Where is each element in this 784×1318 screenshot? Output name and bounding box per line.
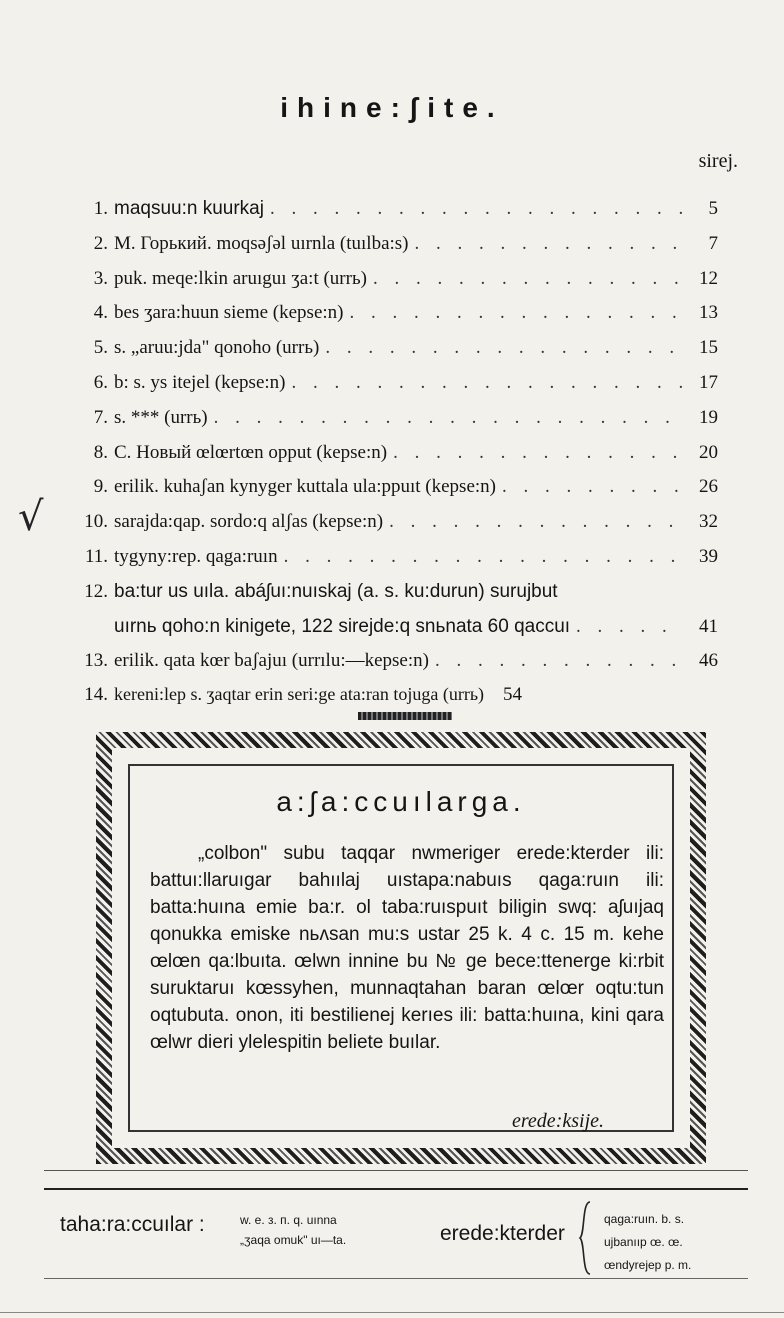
toc-number: 11.	[84, 545, 108, 567]
footer-rule-thin	[44, 1170, 748, 1171]
footer-publisher-info	[240, 1210, 346, 1250]
toc-leader-dots	[415, 233, 683, 255]
toc-leader-dots	[389, 511, 682, 533]
toc-title: puk. meqe:lkin aruıguı ʒa:t (urrь)	[114, 267, 367, 289]
toc-entry	[60, 198, 718, 233]
toc-page-number: 13	[699, 302, 718, 324]
toc-leader-dots	[350, 302, 683, 324]
toc-entry	[60, 337, 718, 372]
toc-number: 1.	[93, 198, 108, 219]
ornamental-separator	[358, 712, 452, 720]
toc-leader-dots	[325, 337, 682, 359]
notice-frame	[96, 732, 706, 1164]
toc-page-number: 46	[699, 649, 718, 671]
toc-entry	[60, 268, 718, 303]
toc-leader-dots	[284, 546, 682, 568]
toc-leader-dots	[393, 442, 682, 464]
footer-editors-list	[604, 1208, 691, 1277]
footer-rule-bottom	[44, 1278, 748, 1279]
toc-entry	[60, 302, 718, 337]
toc-entry	[60, 511, 718, 546]
footer-editor-name: œndyrejep p. m.	[604, 1258, 692, 1272]
toc-number: 8.	[93, 441, 108, 463]
toc-leader-dots	[435, 650, 682, 672]
footer-editors-label: erede:kterder	[440, 1222, 565, 1245]
toc-page-number: 19	[699, 406, 718, 428]
page-edge-rule	[0, 1312, 784, 1313]
toc-title: ba:tur us uıla. abáʃuı:nuıskaj (a. s. ku:durun) surujbut	[114, 580, 558, 602]
toc-page-number: 15	[699, 337, 718, 359]
notice-body: „colbon" subu taqqar nwmeriger erede:kterder ili: battuı:llaruıgar bahıılaj uıstapa:nabuıs qaga:ruın ili: batta:huına emie ba:r. ol taba:ruıspuıt biligin swq: aʃuıjaq qonukka emiske nьʌsan mu:s ustar 25 k. 4 c. 15 m. kehe œlœn qa:lbuıta. œlwn innine bu № ge bece:ttenerge ki:rbit suruktaruı kœssyhen, munnaqtahan baran œlœr oqtu:tun oqtubuta. onon, iti bestilienej kerıes ili: batta:huına, kini qara œlwr dieri ylelespitin beliete buılar.	[150, 843, 664, 1053]
footer-editor-name: qaga:ruın. b. s.	[604, 1212, 685, 1226]
toc-number: 3.	[93, 267, 108, 289]
toc-page-number: 41	[699, 615, 718, 637]
page-column-header: sirej.	[698, 150, 738, 172]
toc-page-number: 20	[699, 441, 718, 463]
footer-publisher-line: „ʒaqa omuk" uı—ta.	[240, 1233, 347, 1247]
toc-title: maqsuu:n kuurkaj	[114, 198, 264, 219]
toc-entry	[60, 233, 718, 268]
toc-entry	[60, 476, 718, 511]
toc-leader-dots	[292, 372, 683, 394]
toc-title: s. „aruu:jda" qonoho (urrь)	[114, 337, 320, 359]
toc-entry	[60, 581, 718, 616]
toc-title: s. *** (urrь)	[114, 406, 208, 428]
toc-title: bes ʒara:huun sieme (kepse:n)	[114, 302, 344, 324]
toc-page-number: 12	[699, 267, 718, 289]
toc-title: M. Горький. moqsəʃəl uırnla (tuılba:s)	[114, 232, 409, 254]
toc-entry-continuation	[60, 616, 718, 650]
toc-page-number: 17	[699, 371, 718, 393]
toc-title: erilik. kuhaʃan kynyger kuttala ula:ppuıt (kepse:n)	[114, 476, 496, 498]
toc-number: 10.	[84, 511, 108, 533]
toc-leader-dots	[373, 268, 682, 290]
toc-number: 4.	[93, 302, 108, 324]
toc-number: 5.	[93, 337, 108, 359]
toc-title: tygyny:rep. qaga:ruın	[114, 545, 278, 567]
toc-title: sarajda:qap. sordo:q alʃas (kepse:n)	[114, 511, 384, 533]
toc-entry	[60, 546, 718, 581]
handwritten-checkmark: √	[18, 494, 44, 540]
toc-title: kereni:lep s. ʒaqtar erin seri:ge ata:ran tojuga (urrь)	[114, 684, 485, 705]
toc-title-continued: uırnь qoho:n kinigete, 122 sirejde:q snьnata 60 qaccuı	[114, 615, 571, 637]
toc-number: 13.	[84, 649, 108, 671]
toc-number: 12.	[84, 580, 108, 602]
toc-leader-dots	[576, 616, 682, 638]
footer-editor-name: ujbanııр œ. œ.	[604, 1235, 683, 1249]
toc-entry	[60, 407, 718, 442]
toc-title: C. Новый œlœrtœn opput (kepse:n)	[114, 441, 388, 463]
toc-entry	[60, 372, 718, 407]
toc-number: 9.	[93, 476, 108, 498]
toc-page-number: 7	[708, 232, 718, 254]
toc-page-number: 39	[699, 545, 718, 567]
toc-leader-dots	[502, 476, 682, 498]
toc-page-number: 32	[699, 511, 718, 533]
notice-signature: erede:ksije.	[512, 1110, 604, 1132]
table-of-contents	[60, 198, 718, 719]
toc-page-number: 26	[699, 476, 718, 498]
toc-entry	[60, 442, 718, 477]
footer-publisher-label: taha:ra:ccuılar :	[60, 1213, 205, 1236]
footer-rule-thick	[44, 1188, 748, 1190]
notice-title: a:ʃa:ccuılarga.	[276, 786, 526, 817]
toc-number: 2.	[93, 232, 108, 254]
toc-page-number: 54	[503, 684, 523, 706]
toc-leader-dots	[270, 198, 682, 220]
toc-number: 14.	[84, 684, 108, 706]
curly-brace-icon	[578, 1200, 592, 1276]
toc-entry	[60, 650, 718, 685]
toc-leader-dots	[214, 407, 682, 429]
toc-title: erilik. qata kœr baʃajuı (urrılu:—kepse:n)	[114, 649, 429, 671]
toc-title: b: s. ys itejel (kepse:n)	[114, 371, 286, 393]
toc-number: 7.	[93, 406, 108, 428]
toc-page-number: 5	[708, 198, 718, 219]
toc-number: 6.	[93, 371, 108, 393]
footer-publisher-line: w. e. з. п. q. uınna	[240, 1213, 337, 1227]
page-title: ihine:ʃite.	[280, 92, 504, 123]
